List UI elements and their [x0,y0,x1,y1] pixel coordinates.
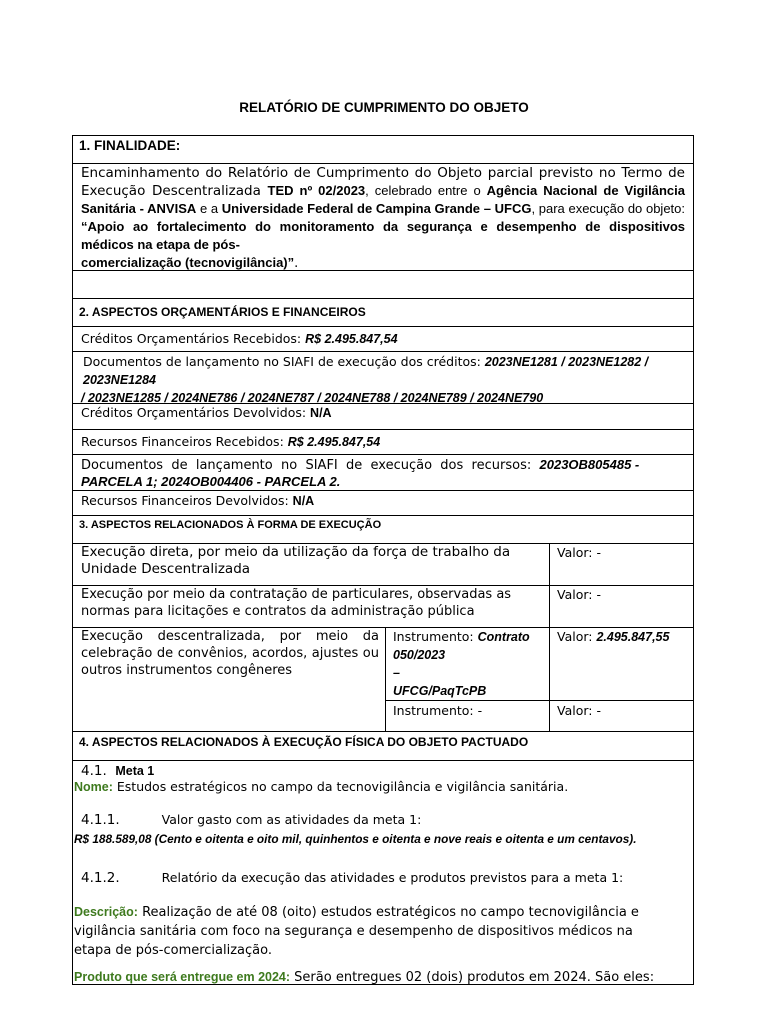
execucao-direta-row [73,544,693,586]
creditos-recebidos-value: R$ 2.495.847,54 [305,332,398,346]
finalidade-connector-3: , para execução do objeto: [531,201,685,216]
recursos-devolvidos-value: N/A [292,494,315,508]
item-4-1-2-text: Relatório da execução das atividades e produtos previstos para a meta 1: [161,870,624,885]
finalidade-intro: Encaminhamento do Relatório de Cumprimento do Objeto parcial previsto no Termo de Execução Descentralizada [81,165,685,199]
creditos-recebidos-label: Créditos Orçamentários Recebidos: [81,331,306,346]
execucao-particulares-row [73,586,693,628]
docs-recursos-line1: 2023OB805485 - [539,457,640,472]
instrumento-1-label: Instrumento: [393,629,478,644]
university-name: Universidade Federal de Campina Grande – UFCG [221,201,532,216]
section-1-heading: 1. FINALIDADE: [73,136,693,164]
instrumento-1-valor-value: 2.495.847,55 [596,630,670,644]
docs-creditos-row [73,352,693,404]
document-title: RELATÓRIO DE CUMPRIMENTO DO OBJETO [239,100,529,115]
instrumento-1-value-b: 050/2023 [393,648,446,662]
instrumento-2-valor: Valor: - [557,703,601,718]
docs-creditos-label: Documentos de lançamento no SIAFI de execução dos créditos: [83,354,485,369]
section-4-heading: 4. ASPECTOS RELACIONADOS À EXECUÇÃO FÍSICA DO OBJETO PACTUADO [73,732,693,761]
item-4-1-2-number: 4.1.2. [81,870,120,886]
finalidade-period: . [294,256,299,271]
creditos-devolvidos-label: Créditos Orçamentários Devolvidos: [81,405,311,420]
docs-recursos-line2: PARCELA 1; 2024OB004406 - PARCELA 2. [81,474,341,489]
recursos-recebidos-value: R$ 2.495.847,54 [287,435,381,449]
descricao-text: Realização de até 08 (oito) estudos estratégicos no campo tecnovigilância e vigilância sanitária com foco na segurança e desempenho de dispositivos médicos na etapa de pós-comercialização. [74,905,639,958]
produto-label: Produto que será entregue em 2024: [74,970,291,984]
item-4-1-1 [81,812,421,828]
nome-text: Estudos estratégicos no campo da tecnovigilância e vigilância sanitária. [112,779,569,794]
item-4-1-1-number: 4.1.1. [81,812,120,828]
valor-gasto: R$ 188.589,08 (Cento e oitenta e oito mil, quinhentos e oitenta e nove reais e oitenta e um centavos). [74,832,637,846]
finalidade-text [73,164,693,271]
section-3-heading: 3. ASPECTOS RELACIONADOS À FORMA DE EXECUÇÃO [73,516,693,544]
docs-creditos-line3: / 2023NE1285 / 2024NE786 / 2024NE787 / 2024NE788 / 2024NE789 / 2024NE790 [81,391,544,405]
descricao-label: Descrição: [74,905,138,919]
execucao-direta-valor: Valor: - [557,545,601,560]
instrumento-1-valor-label: Valor: [557,629,597,644]
descricao [74,903,674,960]
item-4-1-1-text: Valor gasto com as atividades da meta 1: [161,812,422,827]
instrumento-1 [385,628,549,700]
instrumento-2: Instrumento: - [393,703,483,718]
execucao-descentralizada-row [73,628,693,732]
recursos-recebidos-label: Recursos Financeiros Recebidos: [81,434,288,449]
docs-creditos-line2: 2023NE1284 [83,373,156,387]
recursos-devolvidos-label: Recursos Financeiros Devolvidos: [81,493,293,508]
creditos-recebidos-row [73,327,693,352]
item-4-1-2 [81,870,623,886]
recursos-devolvidos-row [73,491,693,516]
section-3-col-divider [549,544,550,732]
creditos-devolvidos-row [73,404,693,430]
ted-number: TED nº 02/2023 [267,183,366,198]
docs-recursos-label: Documentos de lançamento no SIAFI de execução dos recursos: [81,458,540,473]
execucao-descentralizada-text: Execução descentralizada, por meio da celebração de convênios, acordos, ajustes ou outros instrumentos congêneres [81,629,379,678]
execucao-particulares-text: Execução por meio da contratação de particulares, observadas as normas para licitações e contratos da administração pública [81,587,512,619]
produto [74,968,654,987]
nome-label: Nome: [74,780,113,794]
empty-row [73,271,693,299]
produto-text: Serão entregues 02 (dois) produtos em 2024. São eles: [290,970,655,985]
section-2-heading: 2. ASPECTOS ORÇAMENTÁRIOS E FINANCEIROS [73,299,693,327]
creditos-devolvidos-value: N/A [310,406,332,420]
agency-name: Agência Nacional de Vigilância Sanitária - ANVISA [81,183,686,216]
instrumento-1-value-d: UFCG/PaqTcPB [393,684,487,698]
objeto-text-end: comercialização (tecnovigilância)” [81,255,295,270]
report-table [72,135,694,985]
section-3-inner-divider [385,628,386,732]
instrumento-1-value-a: Contrato [477,630,530,644]
finalidade-connector-1: , celebrado entre o [365,183,487,198]
section-4-body [73,761,693,984]
docs-creditos-line1: 2023NE1281 / 2023NE1282 / [484,355,649,369]
meta-label: Meta 1 [115,764,155,778]
objeto-text: “Apoio ao fortalecimento do monitoramento da segurança e desempenho de dispositivos médicos na etapa de pós- [81,219,685,252]
recursos-recebidos-row [73,430,693,455]
instrumento-1-valor [549,628,693,646]
finalidade-connector-2: e a [196,201,222,216]
docs-recursos-row [73,455,693,491]
instrumento-1-value-c: – [393,666,400,680]
meta-number: 4.1. [81,763,107,779]
execucao-direta-text: Execução direta, por meio da utilização da força de trabalho da Unidade Descentralizada [81,544,511,577]
meta-heading [81,763,154,779]
meta-nome [74,779,568,795]
execucao-particulares-valor: Valor: - [557,587,601,602]
